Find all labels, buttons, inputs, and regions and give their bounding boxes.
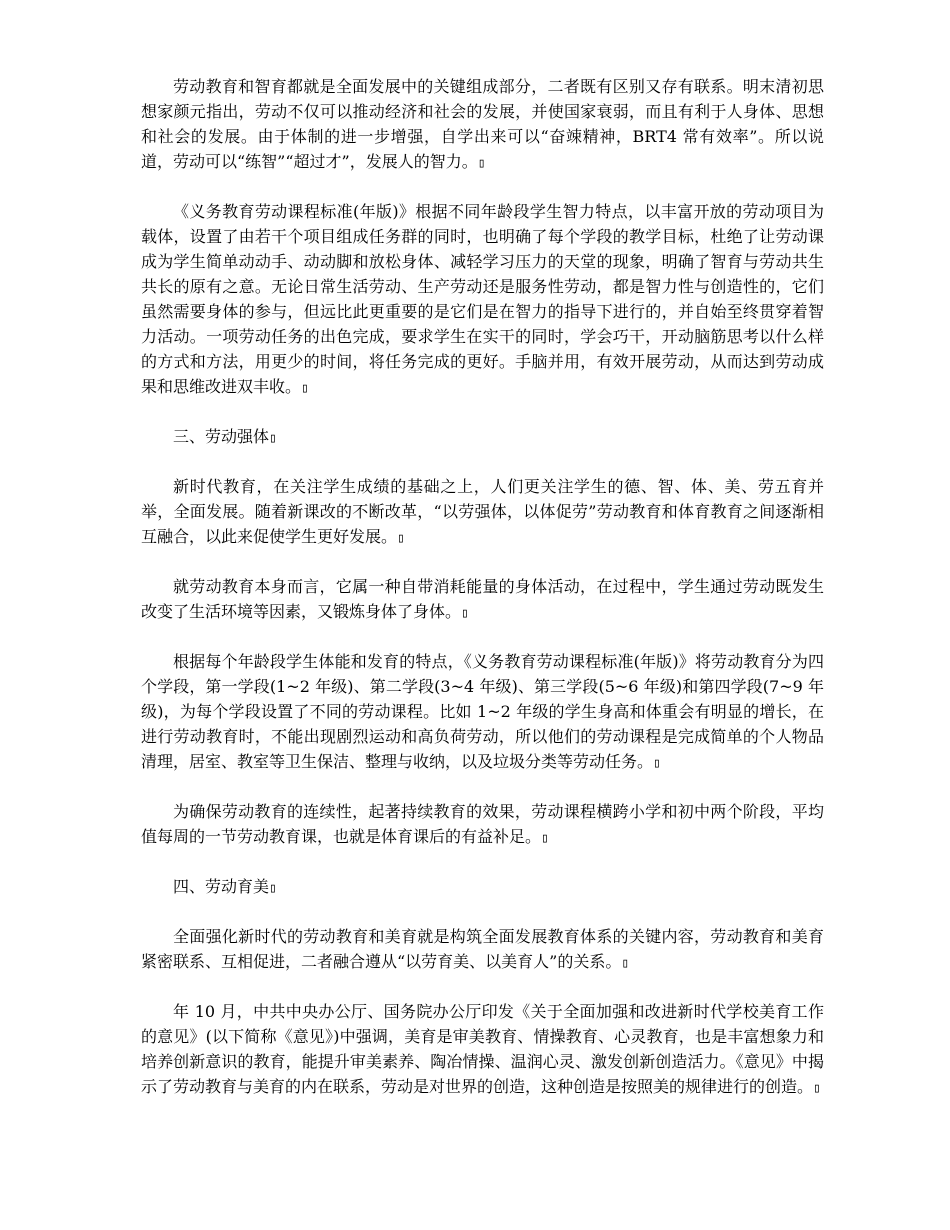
paragraph-text: 为确保劳动教育的连续性，起著持续教育的效果，劳动课程横跨小学和初中两个阶段，平均值每周的一节劳动教育课，也就是体育课后的有益补足。 (141, 802, 824, 846)
paragraph-mark-icon: ▯ (461, 606, 469, 621)
paragraph (141, 799, 824, 851)
paragraph (141, 649, 824, 776)
section-heading-text: 四、劳动育美 (173, 877, 270, 896)
paragraph-text: 《义务教育劳动课程标准(年版)》根据不同年龄段学生智力特点，以丰富开放的劳动项目为载体，设置了由若干个项目组成任务群的同时，也明确了每个学段的教学目标，杜绝了让劳动课成为学生简单动动手、动动脚和放松身体、减轻学习压力的天堂的现象，明确了智育与劳动共生共长的原有之意。无论日常生活劳动、生产劳动还是服务性劳动，都是智力性与创造性的，它们虽然需要身体的参与，但远比此更重要的是它们是在智力的指导下进行的，并自始至终贯穿着智力活动。一项劳动任务的出色完成，要求学生在实干的同时，学会巧干，开动脑筋思考以什么样的方式和方法，用更少的时间，将任务完成的更好。手脑并用，有效开展劳动，从而达到劳动成果和思维改进双丰收。 (141, 202, 824, 396)
paragraph (141, 999, 824, 1101)
paragraph (141, 574, 824, 626)
paragraph-text: 新时代教育，在关注学生成绩的基础之上，人们更关注学生的德、智、体、美、劳五育并举，全面发展。随着新课改的不断改革，“以劳强体，以体促劳”劳动教育和体育教育之间逐渐相互融合，以此来促使学生更好发展。 (141, 477, 824, 546)
paragraph-mark-icon: ▯ (269, 881, 277, 896)
section-heading (141, 424, 824, 451)
paragraph-text: 劳动教育和智育都就是全面发展中的关键组成部分，二者既有区别又存有联系。明末清初思想家颜元指出，劳动不仅可以推动经济和社会的发展，并使国家衰弱，而且有利于人身体、思想和社会的发展。由于体制的进一步增强，自学出来可以“奋竦精神，BRT4 常有效率”。所以说道，劳动可以“练智”“超过才”，发展人的智力。 (141, 77, 824, 171)
paragraph-mark-icon: ▯ (477, 156, 486, 171)
section-heading (141, 874, 824, 901)
paragraph-mark-icon: ▯ (301, 381, 309, 396)
paragraph-mark-icon: ▯ (621, 956, 630, 971)
paragraph-mark-icon: ▯ (269, 431, 277, 446)
paragraph-text: 年 10 月，中共中央办公厅、国务院办公厅印发《关于全面加强和改进新时代学校美育工作的意见》(以下简称《意见》)中强调，美育是审美教育、情操教育、心灵教育，也是丰富想象力和培养创新意识的教育，能提升审美素养、陶冶情操、温润心灵、激发创新创造活力。《意见》中揭示了劳动教育与美育的内在联系，劳动是对世界的创造，这种创造是按照美的规律进行的创造。 (141, 1002, 824, 1096)
paragraph-text: 就劳动教育本身而言，它属一种自带消耗能量的身体活动，在过程中，学生通过劳动既发生改变了生活环境等因素，又锻炼身体了身体。 (141, 577, 824, 621)
paragraph-mark-icon: ▯ (397, 531, 405, 546)
paragraph (141, 74, 824, 176)
paragraph (141, 474, 824, 551)
paragraph (141, 924, 824, 976)
paragraph-text: 根据每个年龄段学生体能和发育的特点，《义务教育劳动课程标准(年版)》将劳动教育分为四个学段，第一学段(1~2 年级)、第二学段(3~4 年级)、第三学段(5~6 年级)和第四学段(7~9 年级)，为每个学段设置了不同的劳动课程。比如 1~2 年级的学生身高和体重会有明显的增长，在进行劳动教育时，不能出现剧烈运动和高负荷劳动，所以他们的劳动课程是完成简单的个人物品清理，居室、教室等卫生保洁、整理与收纳，以及垃圾分类等劳动任务。 (141, 652, 824, 771)
paragraph-mark-icon: ▯ (813, 1081, 821, 1096)
document-body (141, 74, 824, 1124)
section-heading-text: 三、劳动强体 (173, 427, 270, 446)
paragraph-mark-icon: ▯ (653, 756, 661, 771)
paragraph (141, 199, 824, 401)
paragraph-mark-icon: ▯ (541, 831, 549, 846)
paragraph-text: 全面强化新时代的劳动教育和美育就是构筑全面发展教育体系的关键内容，劳动教育和美育紧密联系、互相促进，二者融合遵从“以劳育美、以美育人”的关系。 (141, 927, 824, 971)
